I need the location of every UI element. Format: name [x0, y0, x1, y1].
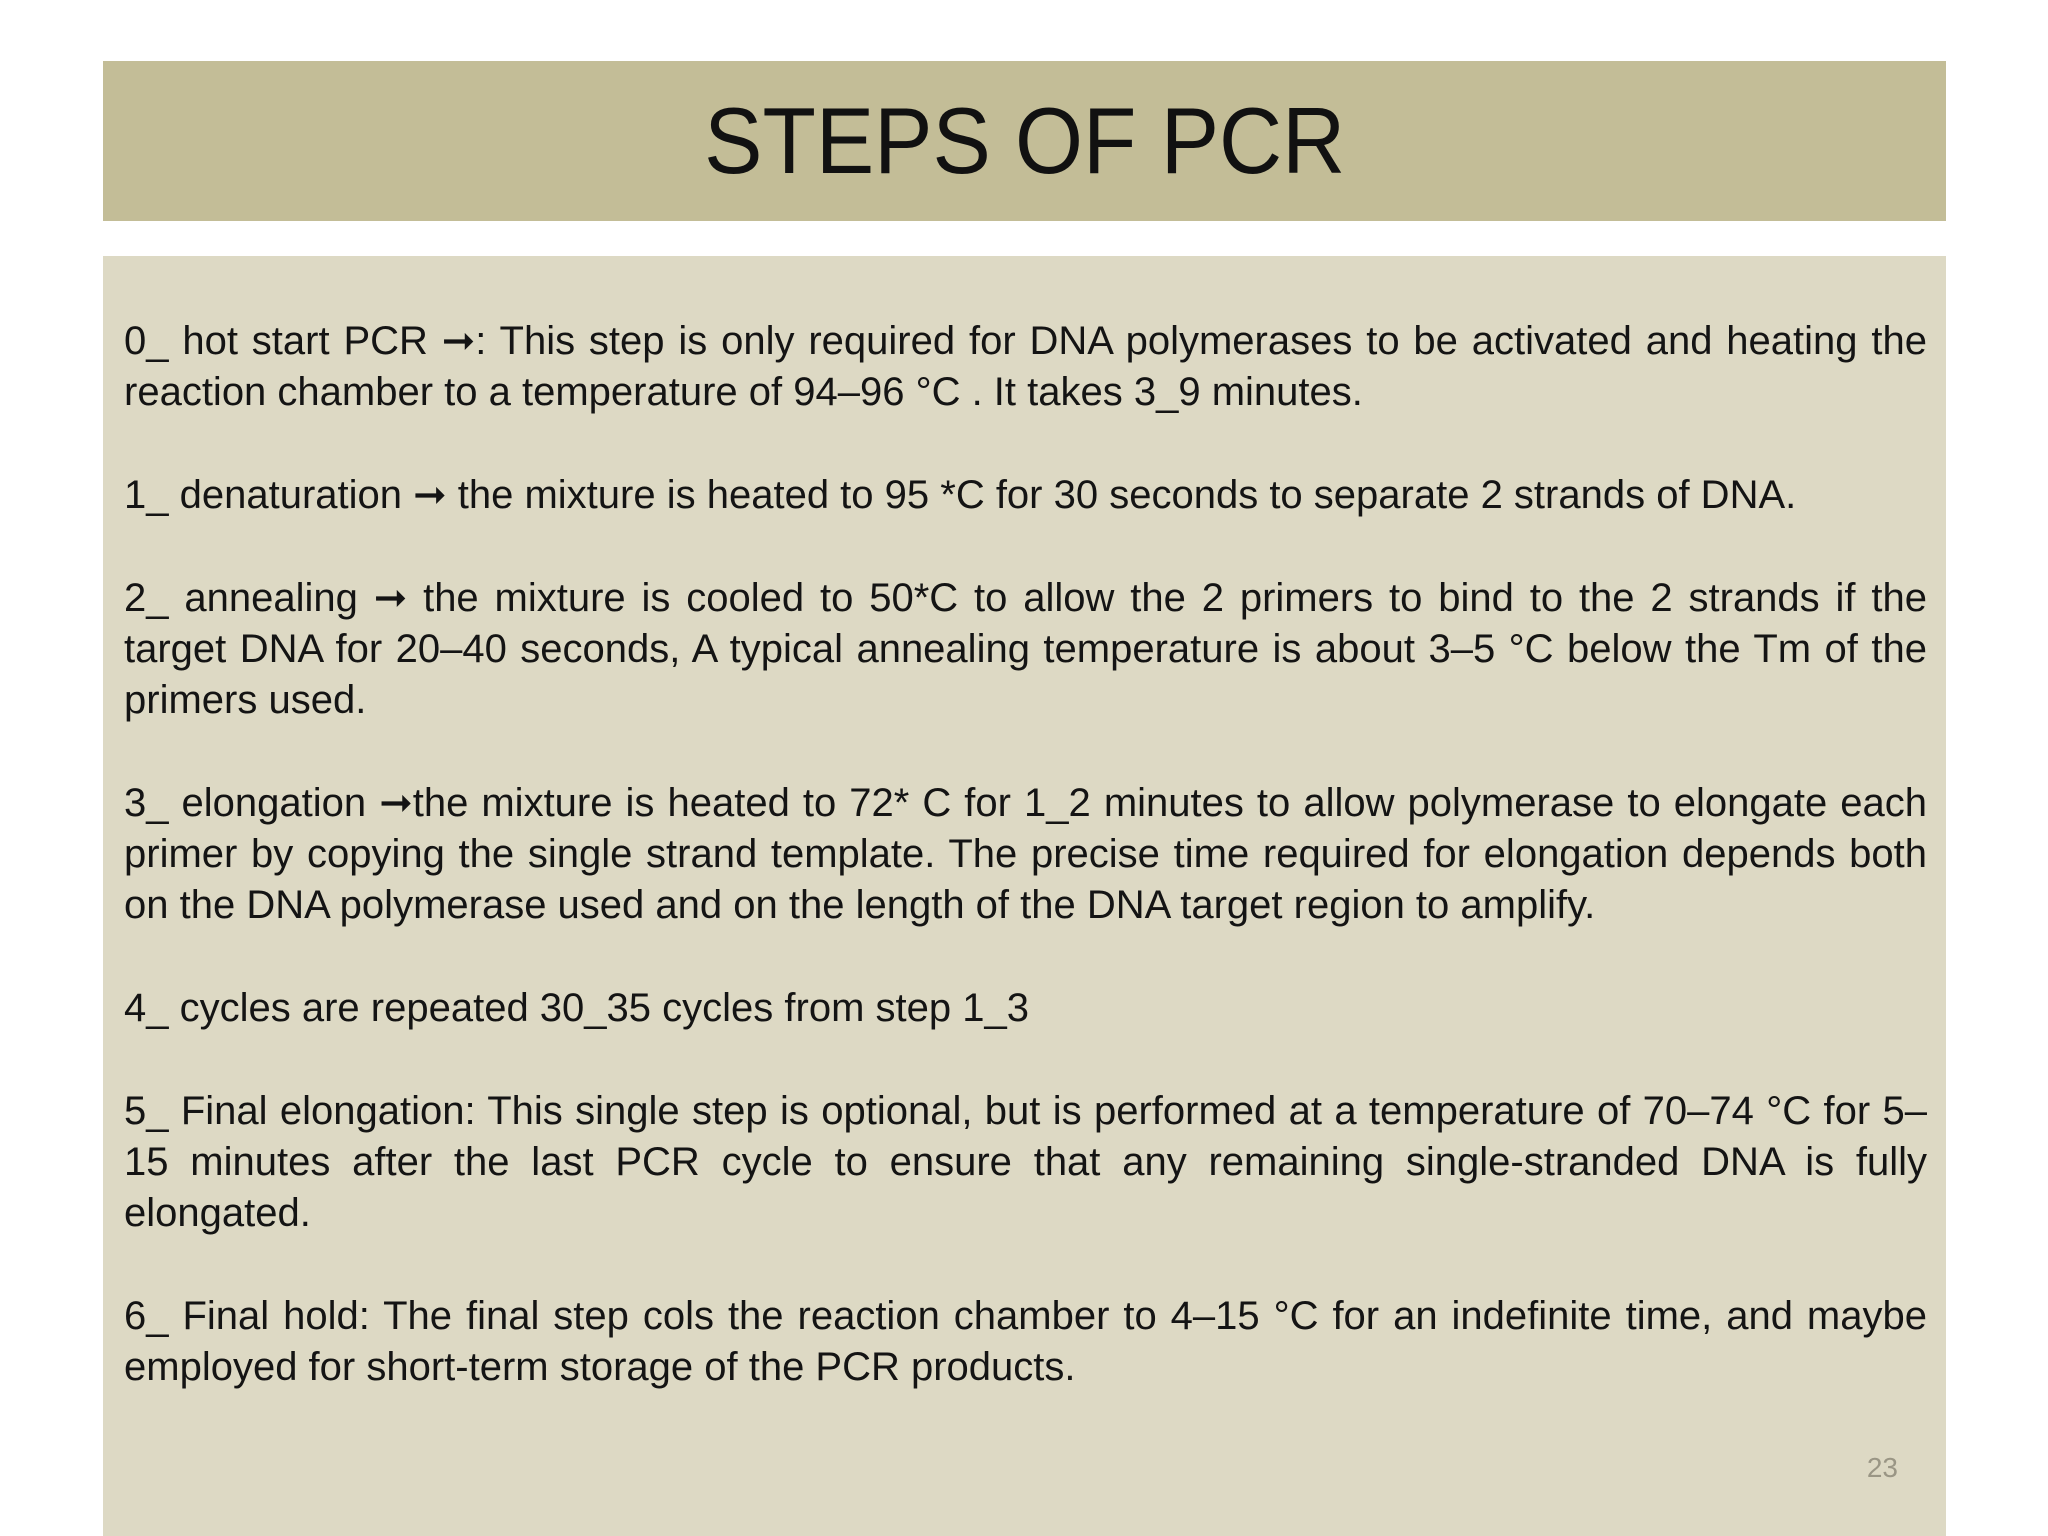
content-box — [103, 256, 1946, 1536]
step-0-hot-start: 0_ hot start PCR ➞: This step is only required for DNA polymerases to be activated and heating the reaction chamber to a temperature of 94–96 °C . It takes 3_9 minutes. — [124, 319, 1927, 414]
step-3-elongation: 3_ elongation ➞the mixture is heated to 72* C for 1_2 minutes to allow polymerase to elongate each primer by copying the single strand template. The precise time required for elongation depends both on the DNA polymerase used and on the length of the DNA target region to amplify. — [124, 781, 1927, 927]
step-4-cycles: 4_ cycles are repeated 30_35 cycles from step 1_3 — [124, 986, 1029, 1030]
step-6-final-hold: 6_ Final hold: The final step cols the reaction chamber to 4–15 °C for an indefinite time, and maybe employed for short-term storage of the PCR products. — [124, 1294, 1927, 1389]
slide-title: STEPS OF PCR — [703, 88, 1346, 193]
title-bar — [103, 61, 1946, 221]
step-1-denaturation: 1_ denaturation ➞ the mixture is heated to 95 *C for 30 seconds to separate 2 strands of DNA. — [124, 473, 1797, 517]
page-number: 23 — [1866, 1452, 1898, 1483]
steps-list — [124, 316, 1927, 1445]
step-5-final-elongation: 5_ Final elongation: This single step is optional, but is performed at a temperature of 70–74 °C for 5–15 minutes after the last PCR cycle to ensure that any remaining single-stranded DNA is fully elongated. — [124, 1089, 1927, 1235]
step-2-annealing: 2_ annealing ➞ the mixture is cooled to 50*C to allow the 2 primers to bind to the 2 strands if the target DNA for 20–40 seconds, A typical annealing temperature is about 3–5 °C below the Tm of the primers used. — [124, 576, 1927, 722]
